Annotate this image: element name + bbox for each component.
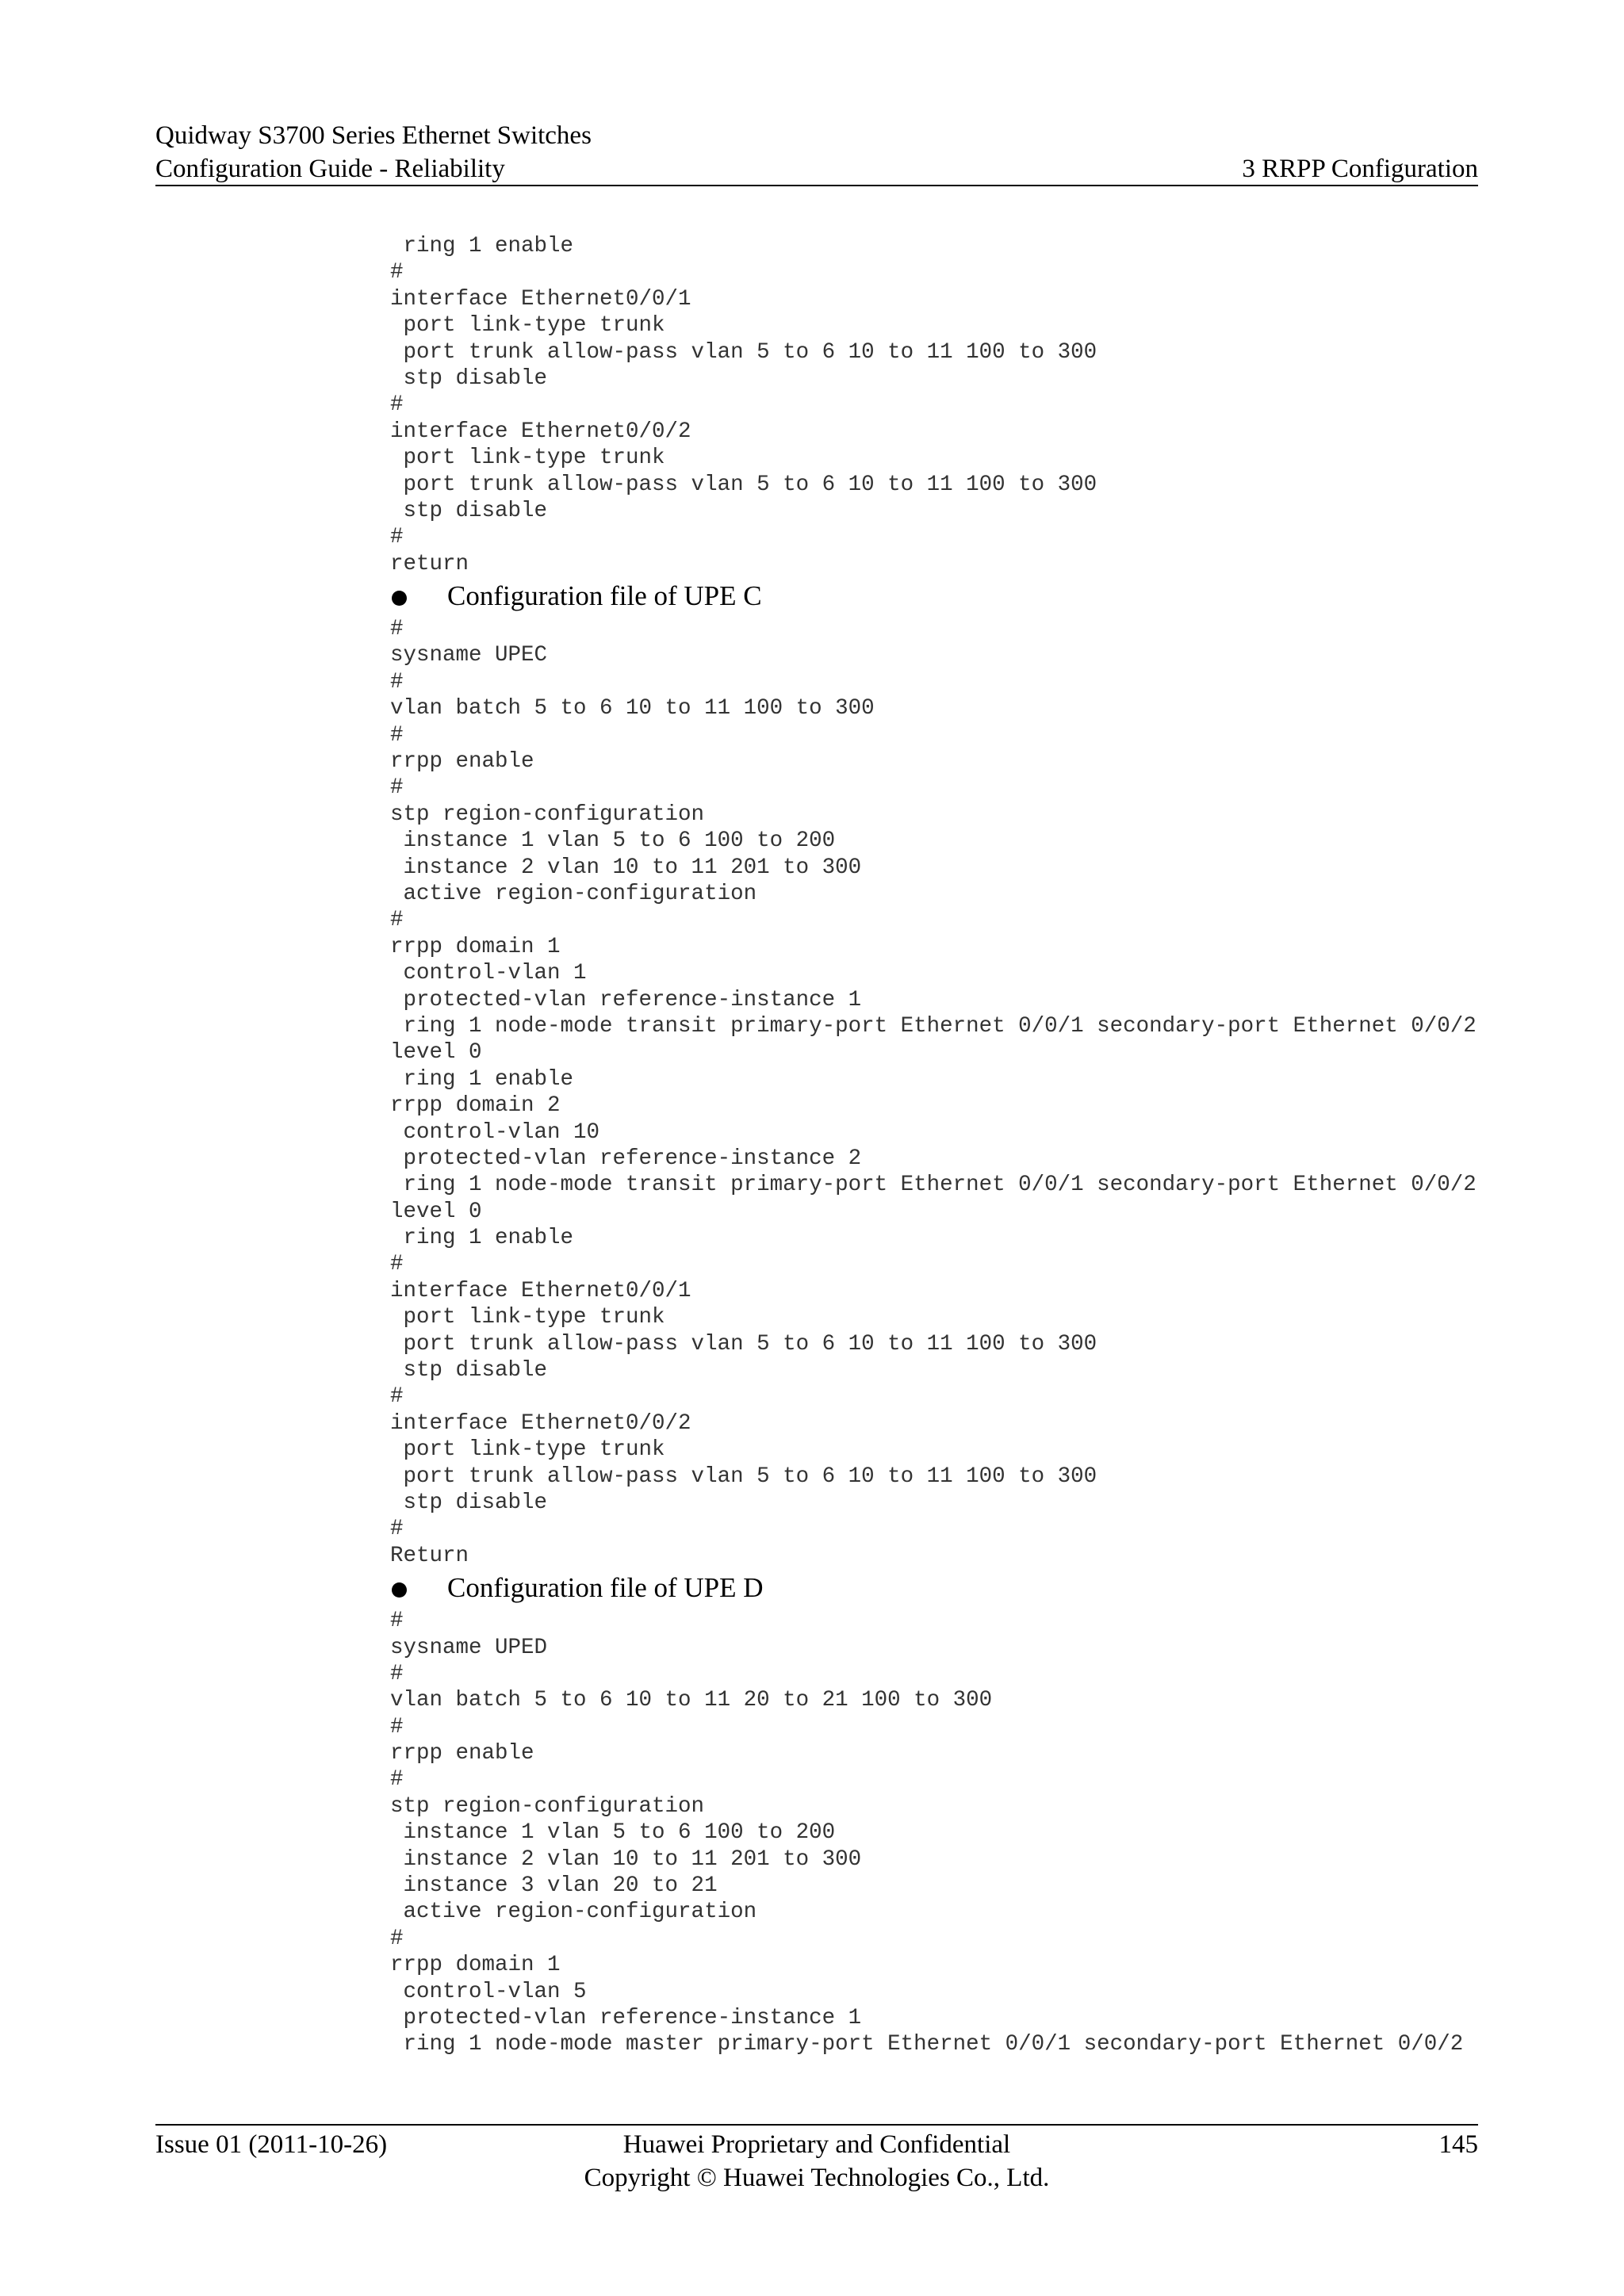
code-line: port trunk allow-pass vlan 5 to 6 10 to 11 100 to 300 (390, 339, 1097, 365)
header-bottom-row (155, 152, 1478, 186)
header-chapter-title: 3 RRPP Configuration (1242, 155, 1478, 183)
code-line: # (390, 525, 404, 550)
code-line: protected-vlan reference-instance 1 (390, 987, 862, 1012)
bullet-heading-upe-c (390, 580, 1500, 616)
code-line: # (390, 1661, 404, 1686)
code-line: interface Ethernet0/0/2 (390, 419, 691, 444)
code-line: # (390, 392, 404, 418)
code-line: stp disable (390, 1358, 548, 1383)
header-guide-title: Configuration Guide - Reliability (155, 155, 505, 183)
code-line: protected-vlan reference-instance 1 (390, 2006, 862, 2030)
code-line: instance 2 vlan 10 to 11 201 to 300 (390, 1846, 862, 1872)
bullet-dot-icon (392, 591, 407, 606)
code-line: level 0 (390, 1040, 482, 1066)
code-line: return (390, 551, 469, 576)
code-line: protected-vlan reference-instance 2 (390, 1146, 862, 1171)
code-line: control-vlan 1 (390, 961, 587, 986)
code-line: port trunk allow-pass vlan 5 to 6 10 to 11 100 to 300 (390, 1464, 1097, 1489)
code-line: interface Ethernet0/0/1 (390, 286, 691, 312)
code-line: # (390, 669, 404, 695)
code-line: stp disable (390, 498, 548, 523)
code-line: stp region-configuration (390, 1793, 705, 1819)
page-header (155, 119, 1478, 186)
code-line: # (390, 1714, 404, 1739)
code-line: stp disable (390, 365, 548, 391)
code-line: port link-type trunk (390, 313, 665, 339)
code-line: rrpp domain 2 (390, 1093, 561, 1119)
code-line: active region-configuration (390, 1900, 757, 1925)
code-line: # (390, 1609, 404, 1634)
code-line: vlan batch 5 to 6 10 to 11 100 to 300 (390, 696, 875, 721)
code-block-upe-d (390, 1608, 1500, 2058)
header-top-row (155, 119, 1478, 152)
footer-proprietary: Huawei Proprietary and Confidential (622, 2130, 1011, 2159)
code-line: # (390, 908, 404, 933)
code-line: # (390, 1252, 404, 1277)
footer-copyright: Copyright © Huawei Technologies Co., Ltd. (584, 2164, 1050, 2192)
bullet-heading-text: Configuration file of UPE D (447, 1572, 764, 1604)
code-line: instance 3 vlan 20 to 21 (390, 1873, 718, 1899)
code-block-upe-b-tail (390, 233, 1500, 577)
code-line: # (390, 1517, 404, 1542)
bullet-dot-icon (392, 1582, 407, 1598)
bullet-heading-text: Configuration file of UPE C (447, 580, 762, 612)
code-line: instance 1 vlan 5 to 6 100 to 200 (390, 828, 836, 854)
code-line: stp region-configuration (390, 802, 705, 827)
page-footer (155, 2128, 1478, 2204)
code-line: port trunk allow-pass vlan 5 to 6 10 to 11 100 to 300 (390, 472, 1097, 497)
code-line: # (390, 722, 404, 748)
code-block-upe-c (390, 616, 1500, 1569)
code-line: ring 1 enable (390, 1226, 574, 1251)
code-line: rrpp enable (390, 1741, 534, 1766)
bullet-heading-upe-d (390, 1571, 1500, 1608)
code-line: control-vlan 10 (390, 1119, 600, 1145)
code-line: ring 1 node-mode transit primary-port Ethernet 0/0/1 secondary-port Ethernet 0/0/2 (390, 1173, 1477, 1198)
code-line: port trunk allow-pass vlan 5 to 6 10 to 11 100 to 300 (390, 1331, 1097, 1357)
code-line: ring 1 node-mode transit primary-port Ethernet 0/0/1 secondary-port Ethernet 0/0/2 (390, 1013, 1477, 1039)
footer-center-text (155, 2128, 1478, 2195)
code-line: interface Ethernet0/0/1 (390, 1278, 691, 1303)
code-line: sysname UPEC (390, 643, 548, 668)
code-line: port link-type trunk (390, 1305, 665, 1330)
code-line: active region-configuration (390, 881, 757, 906)
code-line: # (390, 260, 404, 285)
footer-divider (155, 2124, 1478, 2126)
code-line: stp disable (390, 1490, 548, 1515)
footer-page-number: 145 (1438, 2130, 1478, 2159)
page-content (390, 233, 1500, 2058)
code-line: instance 2 vlan 10 to 11 201 to 300 (390, 855, 862, 880)
code-line: level 0 (390, 1199, 482, 1224)
code-line: # (390, 775, 404, 801)
footer-issue: Issue 01 (2011-10-26) (155, 2130, 388, 2159)
code-line: sysname UPED (390, 1635, 548, 1660)
code-line: Return (390, 1543, 469, 1568)
code-line: # (390, 1767, 404, 1793)
code-line: # (390, 1384, 404, 1410)
code-line: rrpp enable (390, 749, 534, 775)
code-line: port link-type trunk (390, 1437, 665, 1463)
code-line: instance 1 vlan 5 to 6 100 to 200 (390, 1820, 836, 1846)
code-line: # (390, 1926, 404, 1951)
code-line: ring 1 node-mode master primary-port Ethernet 0/0/1 secondary-port Ethernet 0/0/2 (390, 2032, 1464, 2057)
code-line: rrpp domain 1 (390, 934, 561, 959)
code-line: port link-type trunk (390, 446, 665, 471)
code-line: ring 1 enable (390, 234, 574, 258)
code-line: rrpp domain 1 (390, 1953, 561, 1978)
code-line: # (390, 617, 404, 642)
code-line: interface Ethernet0/0/2 (390, 1410, 691, 1436)
code-line: ring 1 enable (390, 1066, 574, 1092)
code-line: vlan batch 5 to 6 10 to 11 20 to 21 100 to 300 (390, 1688, 993, 1713)
header-product-name: Quidway S3700 Series Ethernet Switches (155, 121, 592, 150)
header-divider (155, 185, 1478, 186)
code-line: control-vlan 5 (390, 1979, 587, 2004)
